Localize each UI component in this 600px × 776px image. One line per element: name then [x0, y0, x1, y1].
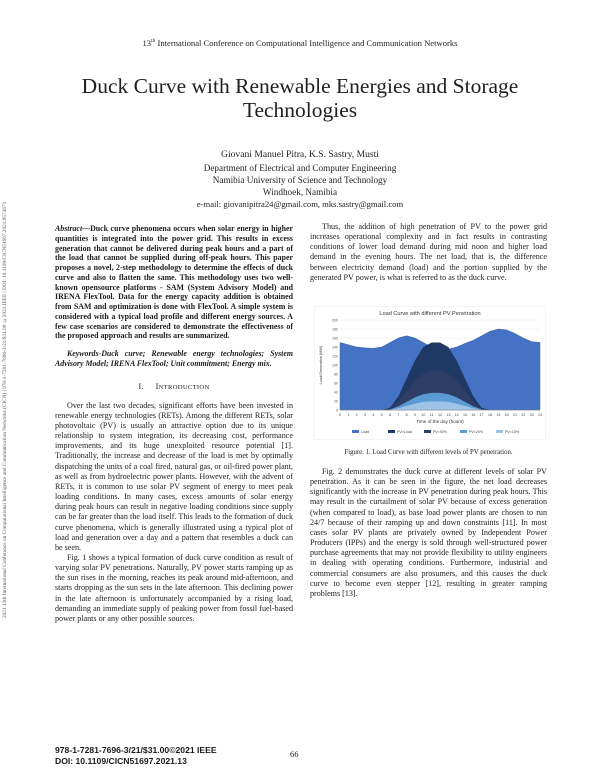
chart-xtick-label: 12	[438, 413, 442, 417]
right-column-top	[310, 222, 547, 283]
chart-xtick-label: 0	[339, 413, 341, 417]
chart-xtick-label: 1	[347, 413, 350, 417]
chart-xtick-label: 13	[446, 413, 451, 417]
page-number: 66	[290, 749, 299, 759]
chart-legend-label: PV=10%	[505, 430, 520, 434]
left-column	[55, 224, 293, 624]
chart-ytick-label: 180	[332, 327, 338, 332]
chart-ytick-label: 100	[332, 363, 338, 368]
affiliation-dept: Department of Electrical and Computer Engineering	[203, 163, 397, 173]
chart-xtick-label: 14	[454, 413, 459, 417]
chart-xtick-label: 4	[372, 413, 375, 417]
right-column-bottom	[310, 467, 547, 599]
chart-xtick-label: 7	[397, 413, 400, 417]
chart-ytick-label: 200	[332, 318, 338, 323]
chart-legend-label: PV=20%	[469, 430, 484, 434]
footer-isbn-line: 978-1-7281-7696-3/21/$31.00©2021 IEEE	[55, 745, 217, 755]
chart-xtick-label: 2	[355, 413, 358, 417]
chart-xtick-label: 23	[529, 413, 534, 417]
chart-legend-swatch	[352, 430, 359, 433]
chart-xtick-label: 15	[463, 413, 467, 417]
side-copyright-text: 2021 13th International Conference on Computational Intelligence and Communication Networks (CICN) | 978-1-7281-7696-3/21/$31.00 ©2021 IEEE | DOI: 10.1109/CICN51697.2021.9574671	[2, 201, 8, 619]
abstract-label: Abstract—	[55, 224, 91, 233]
chart-ytick-label: 140	[332, 345, 338, 350]
intro-paragraph-2: Fig. 1 shows a typical formation of duck curve condition as result of varying solar PV penetrations. Naturally, PV power starts ramping up as the sun rises in the morning, reaches its peak around mid-afternoon, and starts dropping as the sun sets in the late afternoon. This declining power in the late afternoon is unfortunately accompanied by a rising load, demanding an immediate supply of peaking power from fossil fuel-based power plants or any other possible sources.	[55, 553, 293, 623]
intro-paragraph-1: Over the last two decades, significant efforts have been invested in renewable energy technologies (RETs). Among the different RETs, solar photovoltaic (PV) is usually an attractive option due to its unique relationship to system integration, its decreasing cost, performance improvements, and its huge unexploited resource potential [1]. Traditionally, the increase and decrease of the load is met by optimally dispatching the units of a coal fired, natural gas, or oil-fired power plant, as well as from hydroelectric power plants. However, with the advent of RETs, it is common to use solar PV segment of energy to meet peak loading conditions. In many cases, excess amounts of solar energy during peak hours can result in negative loading conditions since supply can be far greater than the load itself. This leads to the formation of duck curve phenomena, which is generally illustrated using a typical plot of load and generation over a day and a pattern that resembles a duck can be seen.	[55, 400, 293, 552]
chart-xtick-label: 6	[389, 413, 391, 417]
keywords: Keywords-Duck curve; Renewable energy technologies; System Advisory Model; IRENA FlexTool; Unit commitment; Energy mix.	[55, 349, 293, 368]
chart-legend-label: Load	[361, 430, 369, 434]
footer-doi-line[interactable]: DOI: 10.1109/CICN51697.2021.13	[55, 756, 187, 766]
chart-xtick-label: 17	[479, 413, 484, 417]
chart-xlabel: Time of the day (hours)	[416, 419, 464, 424]
conference-header	[0, 38, 600, 48]
right-paragraph-2: Fig. 2 demonstrates the duck curve at different levels of solar PV penetration. As it can be seen in the figure, the net load decreases significantly with the increase in PV penetration during peak hours. This may result in the curtailment of solar PV because of excess generation (when compared to load), as base load power plants are chosen to run 24/7 because of their ramping up and down constraints [11]. In most cases solar PV plants are privately owned by Independent Power Producers (IPPs) and the energy is sold through well-structured power purchase agreements that may not provide flexibility to utility engineers in dealing with operating conditions. Furthermore, industrial and commercial consumers are also prosumers, and this causes the duck curve to become even stepper [12], resulting in greater ramping problems [13].	[310, 467, 547, 598]
chart-xtick-label: 3	[364, 413, 366, 417]
chart-xtick-label: 22	[521, 413, 526, 417]
abstract-text: Duck curve phenomena occurs when solar energy in higher quantities is integrated into the power grid. This results in excess generation that cannot be delivered during peak hours and a part of the load that cannot be supplied during off-peak hours. This paper proposes a novel, 2-step methodology to determine the effects of duck curve and also to flatten the same. This methodology uses two well-known opensource platforms - SAM (System Advisory Model) and IRENA FlexTool. Data for the energy capacity addition is obtained from SAM and optimization is done with FlexTool. A simple system is considered with a typical load profile and different energy sources. A few case scenarios are considered to demonstrate the effectiveness of the proposed approach and results are summarized.	[55, 224, 293, 341]
chart-legend-swatch	[424, 430, 431, 433]
chart-ytick-label: 120	[332, 354, 338, 359]
authors: Giovani Manuel Pitra, K.S. Sastry, Musti	[221, 149, 379, 160]
author-email[interactable]: e-mail: giovanipitra24@gmail.com, mks.sastry@gmail.com	[196, 199, 404, 209]
conference-header-ordinal: 13th	[142, 38, 156, 48]
chart-legend-label: PV=Load	[397, 430, 412, 434]
chart-xtick-label: 18	[488, 413, 492, 417]
chart-legend-label: PV=50%	[433, 430, 448, 434]
section-heading-introduction: I. INTRODUCTION	[138, 381, 210, 391]
affiliation-univ: Namibia University of Science and Technology	[212, 175, 388, 185]
chart-xtick-label: 20	[504, 413, 509, 417]
chart-xtick-label: 10	[421, 413, 426, 417]
chart-xtick-label: 24	[538, 413, 542, 417]
chart-xtick-label: 8	[405, 413, 408, 417]
footer-isbn	[55, 745, 217, 767]
chart-xtick-label: 11	[429, 413, 434, 417]
chart-ytick-label: 0	[336, 408, 338, 413]
chart-xtick-label: 19	[496, 413, 501, 417]
paper-title: Duck Curve with Renewable Energies and Storage Technologies	[81, 74, 519, 122]
load-curve-chart	[314, 306, 546, 440]
chart-title: Load Curve with different PV Penetration	[379, 311, 481, 317]
chart-ytick-label: 80	[334, 372, 338, 377]
chart-xtick-label: 5	[380, 413, 383, 417]
figure-caption: Figure. 1. Load Curve with different levels of PV penetration.	[344, 449, 513, 456]
chart-xtick-label: 21	[513, 413, 517, 417]
chart-ytick-label: 160	[332, 336, 338, 341]
chart-ytick-label: 20	[334, 399, 338, 404]
chart-legend-swatch	[496, 430, 503, 433]
chart-legend-swatch	[460, 430, 467, 433]
affiliation-city: Windhoek, Namibia	[262, 187, 338, 197]
chart-legend-swatch	[388, 430, 395, 433]
figure-load-curve	[314, 306, 546, 440]
chart-xtick-label: 9	[414, 413, 416, 417]
chart-ytick-label: 60	[334, 381, 338, 386]
abstract	[55, 224, 293, 341]
chart-ytick-label: 40	[334, 390, 338, 395]
chart-xtick-label: 16	[471, 413, 476, 417]
conference-header-text: International Conference on Computational Intelligence and Communication Networks	[155, 38, 458, 48]
chart-ylabel: Load/Generation (MW)	[319, 345, 323, 385]
right-paragraph-1: Thus, the addition of high penetration of PV to the power grid increases operational complexity and in fact results in contrasting conditions of lower load demand during mid noon and higher load demand in the evening hours. The net load, that is, the difference between electricity demand (load) and the portion supplied by the generated PV power, is what is referred to as the duck curve.	[310, 222, 547, 282]
